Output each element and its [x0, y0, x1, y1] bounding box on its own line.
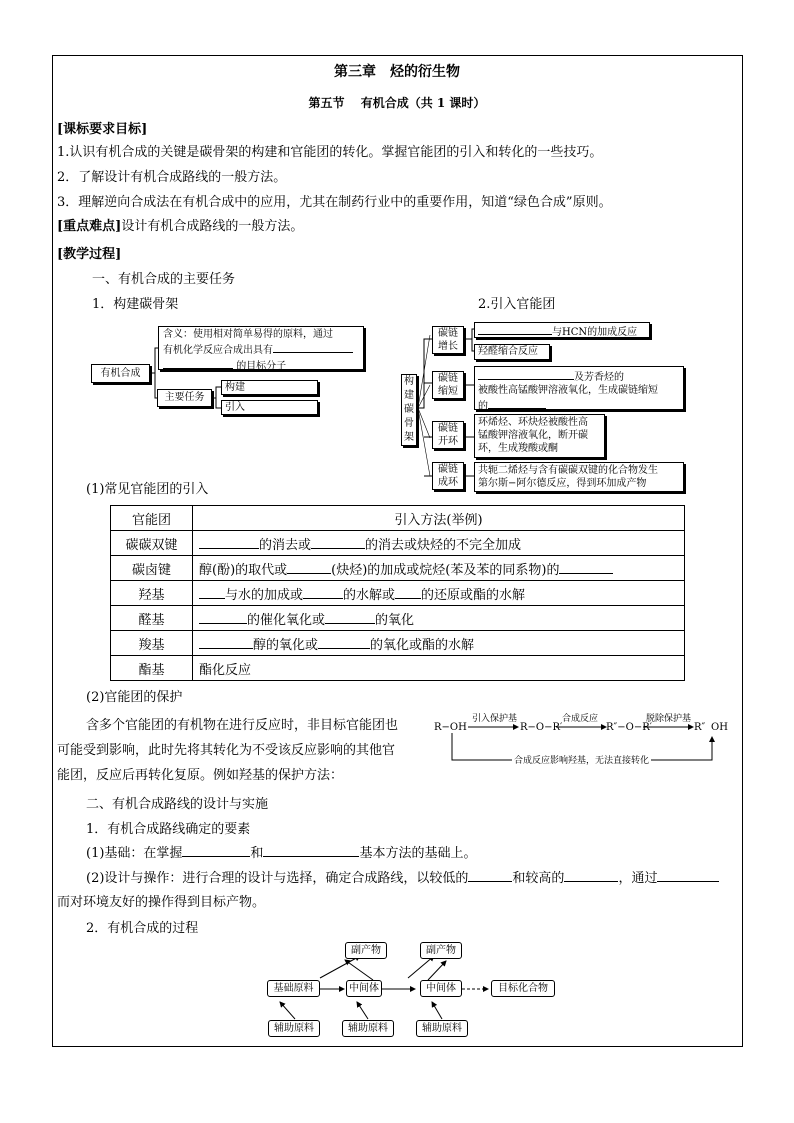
fg-method: 酯化反应	[193, 656, 685, 681]
scheme-s1: R−OH	[434, 722, 467, 733]
table-row	[111, 656, 685, 681]
part2-design: (2)设计与操作：进行合理的设计与选择，确定合成路线，以较低的 和较高的 ，通过	[86, 870, 719, 887]
flow-mid-1: 中间体	[346, 980, 382, 997]
table-row	[111, 506, 685, 531]
fg-name: 酯基	[111, 656, 193, 681]
fg-method: 与水的加成或 的水解或 的还原或酯的水解	[193, 581, 685, 606]
fg-method: 醇的氧化或 的氧化或酯的水解	[193, 631, 685, 656]
goal-3: 3．理解逆向合成法在有机合成中的应用，尤其在制药行业中的重要作用，知道“绿色合成”原则。	[57, 195, 612, 210]
goal-1: 1.认识有机合成的关键是碳骨架的构建和官能团的转化。掌握官能团的引入和转化的一些技巧。	[57, 145, 603, 160]
skeleton-open: 环烯烃、环炔烃被酸性高 锰酸钾溶液氧化，断开碳 环，生成羧酸或酮	[474, 414, 605, 458]
mindmap-task-1: 构建	[221, 380, 318, 395]
table-row	[111, 531, 685, 556]
scheme-bottom: 合成反应影响羟基，无法直接转化	[514, 756, 650, 766]
part2-design-end: 而对环境友好的操作得到目标产物。	[57, 895, 266, 910]
fg-table	[110, 505, 685, 681]
mindmap-meaning: 含义：使用相对简单易得的原料，通过 有机化学反应合成出具有 的目标分子	[158, 326, 364, 370]
skeleton-label-ring: 碳链 成环	[432, 462, 464, 490]
fg-method: 醇(酚)的取代或 (炔烃)的加成或烷烃(苯及苯的同系物)的	[193, 556, 685, 581]
fg-method: 的催化氧化或 的氧化	[193, 606, 685, 631]
flow-byproduct-2: 副产物	[420, 942, 462, 959]
fg-name: 碳碳双键	[111, 531, 193, 556]
mindmap-tasks: 主要任务	[157, 389, 212, 407]
goals-title: [课标要求目标]	[57, 122, 148, 137]
scheme-s3: R″−O−R′	[606, 722, 653, 733]
scheme-a2: 合成反应	[562, 714, 599, 724]
section-title: 第五节 有机合成（共 1 课时）	[308, 96, 486, 110]
mindmap-root: 有机合成	[91, 364, 150, 383]
table-row	[111, 556, 685, 581]
part2-title: 二、有机合成路线的设计与实施	[86, 797, 269, 812]
skeleton-root: 构 建 碳 骨 架	[401, 374, 417, 446]
skeleton-grow-1: 与HCN的加成反应	[474, 322, 650, 338]
header-cell: 官能团	[111, 506, 193, 531]
scheme-a1: 引入保护基	[472, 714, 518, 724]
fg-caption: (1)常见官能团的引入	[86, 482, 209, 497]
part2-basis: (1)基础：在掌握 和 基本方法的基础上。	[86, 846, 477, 861]
protect-line-1: 含多个官能团的有机物在进行反应时，非目标官能团也	[86, 718, 399, 733]
table-row	[111, 631, 685, 656]
sub1-title: 1．构建碳骨架	[92, 297, 179, 312]
scheme-s5: OH	[711, 722, 728, 733]
flow-start: 基础原料	[267, 980, 320, 997]
fg-name: 羟基	[111, 581, 193, 606]
header-cell: 引入方法(举例)	[193, 506, 685, 531]
skeleton-label-open: 碳链 开环	[432, 421, 464, 449]
flow-byproduct-1: 副产物	[345, 942, 387, 959]
fg-name: 羧基	[111, 631, 193, 656]
flow-mid-2: 中间体	[420, 980, 462, 997]
flow-aux-1: 辅助原料	[268, 1020, 320, 1037]
table-row	[111, 606, 685, 631]
skeleton-label-shorten: 碳链 缩短	[432, 371, 464, 399]
flow-aux-2: 辅助原料	[342, 1020, 394, 1037]
goal-2: 2．了解设计有机合成路线的一般方法。	[57, 170, 287, 185]
scheme-s4: R″	[694, 722, 706, 733]
fg-method: 的消去或 的消去或炔烃的不完全加成	[193, 531, 685, 556]
part2-sub2: 2．有机合成的过程	[86, 921, 199, 936]
part1-title: 一、有机合成的主要任务	[92, 272, 236, 287]
protect-title: (2)官能团的保护	[86, 690, 183, 705]
protect-line-3: 能团，反应后再转化复原。例如羟基的保护方法：	[57, 768, 344, 783]
scheme-a3: 脱除保护基	[646, 714, 692, 724]
fg-name: 醛基	[111, 606, 193, 631]
skeleton-shorten: 及芳香烃的 被酸性高锰酸钾溶液氧化，生成碳链缩短 的	[474, 366, 684, 410]
scheme-s2: R−O−R′	[520, 722, 563, 733]
chapter-title: 第三章 烃的衍生物	[334, 64, 460, 80]
skeleton-grow-2: 羟醛缩合反应	[474, 344, 550, 360]
fg-name: 碳卤键	[111, 556, 193, 581]
protect-line-2: 可能受到影响，此时先将其转化为不受该反应影响的其他官	[57, 743, 396, 758]
table-row	[111, 581, 685, 606]
skeleton-ring: 共轭二烯烃与含有碳碳双键的化合物发生 第尔斯−阿尔德反应，得到环加成产物	[474, 462, 684, 492]
skeleton-label-grow: 碳链 增长	[432, 326, 464, 354]
flow-target: 目标化合物	[491, 980, 555, 997]
part2-sub1: 1．有机合成路线确定的要素	[86, 822, 251, 837]
flow-aux-3: 辅助原料	[416, 1020, 468, 1037]
mindmap-task-2: 引入	[221, 400, 318, 415]
process-title: [教学过程]	[57, 247, 122, 262]
sub2-title: 2.引入官能团	[478, 297, 556, 312]
key-difficulty: [重点难点]设计有机合成路线的一般方法。	[57, 219, 304, 234]
